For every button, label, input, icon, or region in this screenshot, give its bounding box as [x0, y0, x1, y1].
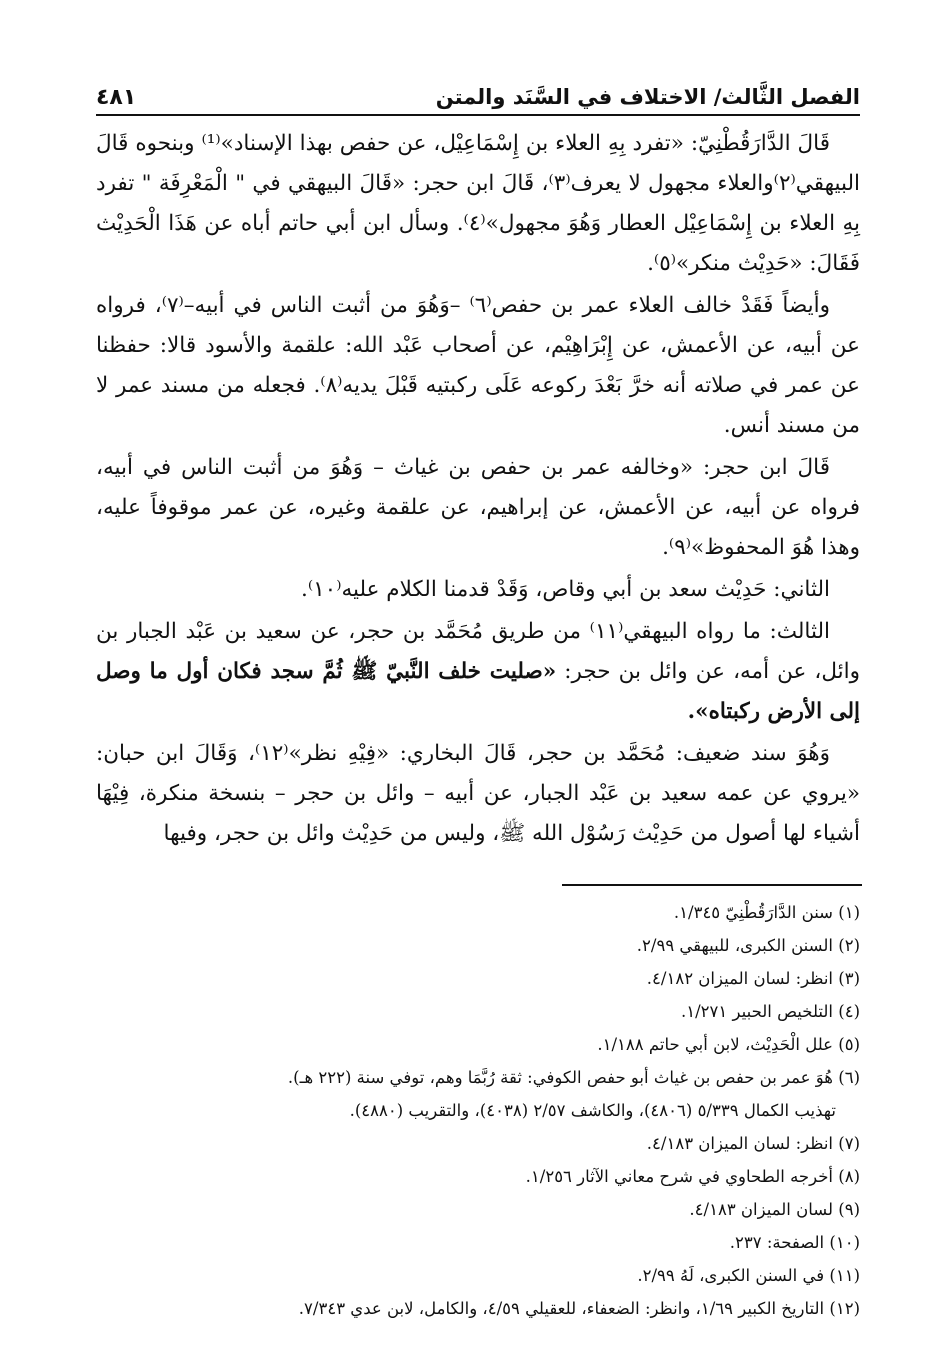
footnotes: [120, 896, 860, 1325]
paragraph-2: وأيضاً فَقَدْ خالف العلاء عمر بن حفص⁽٦⁾ –وَهُوَ من أثبت الناس في أبيه–⁽٧⁾، فرواه عن أبيه، عن الأعمش، عن إِبْرَاهِيْم، عن أصحاب عَبْد الله: علقمة والأسود قالا: حفظنا عن عمر في صلاته أنه خرَّ بَعْدَ ركوعه عَلَى ركبتيه قَبْلَ يديه⁽٨⁾. فجعله من مسند عمر لا من مسند أنس.: [96, 293, 860, 438]
chapter-title: الفصل الثَّالث/ الاختلاف في السَّنَد والمتن: [435, 85, 860, 109]
footnote-separator: [562, 884, 862, 886]
main-text: [96, 124, 860, 856]
footnote-1: (١) سنن الدَّارَقُطْنِيّ ١/٣٤٥.: [673, 903, 860, 922]
footnote-12: (١٢) التاريخ الكبير ١/٦٩، وانظر: الضعفاء، للعقيلي ٤/٥٩، والكامل، لابن عدي ٧/٣٤٣.: [298, 1299, 860, 1318]
footnote-7: (٧) انظر: لسان الميزان ٤/١٨٣.: [646, 1134, 860, 1153]
paragraph-5-text: الثالث: ما رواه البيهقي⁽١١⁾ من طريق مُحَمَّد بن حجر، عن سعيد بن عَبْد الجبار بن وائل، عن أمه، عن وائل بن حجر:: [96, 619, 860, 684]
paragraph-3: قَالَ ابن حجر: «وخالفه عمر بن حفص بن غياث – وَهُوَ من أثبت الناس في أبيه، فرواه عن أبيه، عن الأعمش، عن إبراهيم، عن علقمة وغيره، عن عمر موقوفاً عليه، وهذا هُوَ المحفوظ»⁽٩⁾.: [96, 455, 860, 560]
footnote-6-continuation: تهذيب الكمال ٥/٣٣٩ (٤٨٠٦)، والكاشف ٢/٥٧ (٤٠٣٨)، والتقريب (٤٨٨٠).: [349, 1101, 836, 1120]
footnote-11: (١١) في السنن الكبرى، لَهُ ٢/٩٩.: [637, 1266, 860, 1285]
paragraph-6: وَهُوَ سند ضعيف: مُحَمَّد بن حجر، قَالَ البخاري: «فِيْهِ نظر»⁽١٢⁾، وَقَالَ ابن حبان: «يروي عن عمه سعيد بن عَبْد الجبار، عن أبيه – وائل بن حجر – بنسخة منكرة، فِيْهَا أشياء لها أصول من حَدِيْث رَسُوْل الله ﷺ، وليس من حَدِيْث وائل بن حجر، وفيها: [96, 741, 860, 846]
paragraph-1: قَالَ الدَّارَقُطْنِيّ: «تفرد بِهِ العلاء بن إِسْمَاعِيْل، عن حفص بهذا الإسناد»⁽¹⁾ وبنحوه قَالَ البيهقي⁽٢⁾والعلاء مجهول لا يعرف⁽٣⁾، قَالَ ابن حجر: «قَالَ البيهقي في " الْمَعْرِفَة " تفرد بِهِ العلاء بن إِسْمَاعِيْل العطار وَهُوَ مجهول»⁽٤⁾. وسأل ابن أبي حاتم أباه عن هَذَا الْحَدِيْث فَقَالَ: «حَدِيْث منكر»⁽٥⁾.: [96, 131, 861, 276]
footnote-4: (٤) التلخيص الحبير ١/٢٧١.: [681, 1002, 860, 1021]
paragraph-5: [96, 612, 860, 732]
footnote-9: (٩) لسان الميزان ٤/١٨٣.: [689, 1200, 860, 1219]
page-number: ٤٨١: [96, 84, 137, 110]
running-header: [96, 80, 860, 116]
hadith-quote: «صليت خلف النَّبيّ ﷺ ثُمَّ سجد فكان أول ما وصل إلى الأرض ركبتاه».: [96, 659, 860, 724]
footnote-10: (١٠) الصفحة: ٢٣٧.: [729, 1233, 860, 1252]
footnote-6: (٦) هُوَ عمر بن حفص بن غياث أبو حفص الكوفي: ثقة رُبَّمَا وهم، توفي سنة (٢٢٢ هـ).: [287, 1068, 860, 1087]
paragraph-4: الثاني: حَدِيْث سعد بن أبي وقاص، وَقَدْ قدمنا الكلام عليه⁽١٠⁾.: [300, 577, 830, 602]
footnote-3: (٣) انظر: لسان الميزان ٤/١٨٢.: [646, 969, 860, 988]
footnote-2: (٢) السنن الكبرى، للبيهقي ٢/٩٩.: [636, 936, 860, 955]
footnote-5: (٥) علل الْحَدِيْث، لابن أبي حاتم ١/١٨٨.: [597, 1035, 860, 1054]
footnote-8: (٨) أخرجه الطحاوي في شرح معاني الآثار ١/٢٥٦.: [525, 1167, 860, 1186]
